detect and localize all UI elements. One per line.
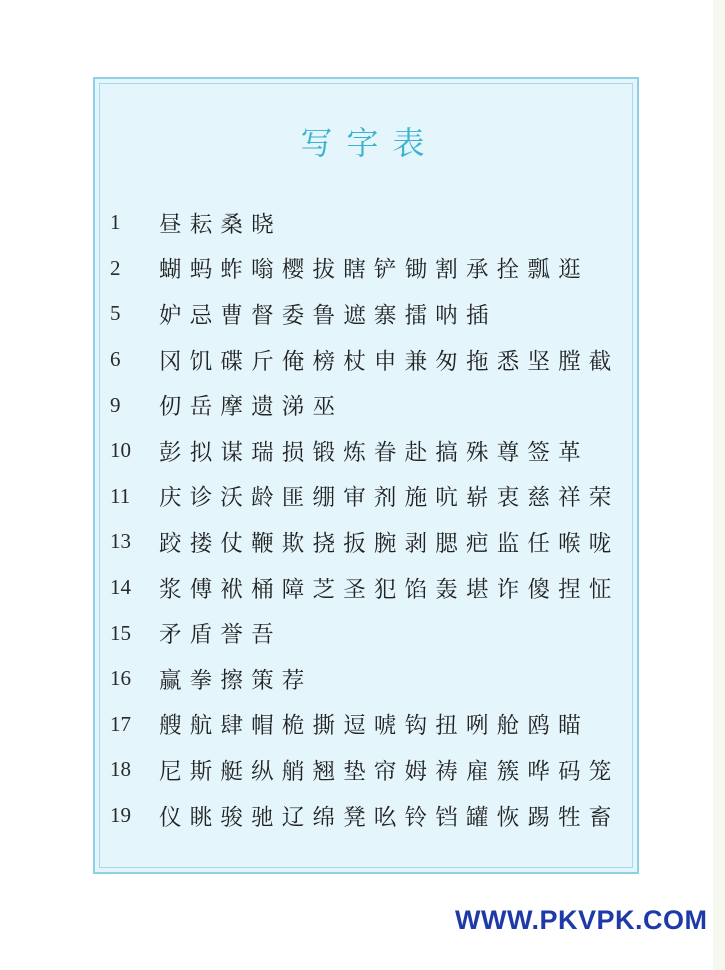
page-number: 19	[110, 803, 131, 828]
list-item	[110, 382, 630, 428]
page-title: 写字表	[300, 124, 439, 162]
page-number: 13	[110, 529, 131, 554]
list-item	[110, 610, 630, 656]
character-list	[110, 200, 630, 838]
character-group: 昼耘桑晓	[159, 211, 282, 238]
watermark-text: WWW.PKVPK.COM	[455, 905, 708, 935]
character-group: 彭拟谋瑞损锻炼眷赴搞殊尊签革	[159, 439, 589, 466]
character-group: 妒忌曹督委鲁遮寨擂呐插	[159, 302, 497, 329]
page-number: 16	[110, 666, 131, 691]
character-group: 庆诊沃龄匪绷审剂施吭崭衷慈祥荣	[159, 485, 620, 512]
list-item	[110, 337, 630, 383]
list-item	[110, 519, 630, 565]
character-group: 尼斯艇纵艄翘垫帘姆祷雇簇哗码笼	[159, 758, 620, 785]
page-number: 6	[110, 347, 121, 372]
page-number: 18	[110, 757, 131, 782]
list-item	[110, 200, 630, 246]
list-item	[110, 656, 630, 702]
page-number: 1	[110, 210, 121, 235]
page-number: 17	[110, 711, 131, 736]
page-number: 2	[110, 255, 121, 280]
character-group: 蝴蚂蚱嗡樱拔瞎铲锄割承拴瓢逛	[159, 257, 589, 284]
character-group: 冈饥碟斤俺榜杖申兼匆拖悉坚膛截	[159, 348, 620, 375]
list-item	[110, 474, 630, 520]
list-item	[110, 747, 630, 793]
character-group: 赢拳擦策荐	[159, 667, 313, 694]
page-number: 11	[110, 483, 131, 508]
page-number: 5	[110, 301, 121, 326]
list-item	[110, 428, 630, 474]
page-number: 15	[110, 620, 131, 645]
list-item	[110, 291, 630, 337]
character-group: 跤搂仗鞭欺挠扳腕剥腮疤监任喉咙	[159, 530, 620, 557]
list-item	[110, 793, 630, 839]
page-number: 14	[110, 575, 131, 600]
character-group: 矛盾誉吾	[159, 622, 282, 649]
list-item	[110, 565, 630, 611]
list-item	[110, 246, 630, 292]
page-number: 10	[110, 438, 131, 463]
page-number: 9	[110, 392, 121, 417]
character-group: 仪眺骏驰辽绵凳吆铃铛罐恢踢牲畜	[159, 804, 620, 831]
character-group: 浆傅袱桶障芝圣犯馅轰堪诈傻捏怔	[159, 576, 620, 603]
list-item	[110, 702, 630, 748]
character-group: 艘航肆帽桅撕逗唬钩扭咧舱鸥瞄	[159, 713, 589, 740]
character-group: 仞岳摩遗涕巫	[159, 394, 344, 421]
